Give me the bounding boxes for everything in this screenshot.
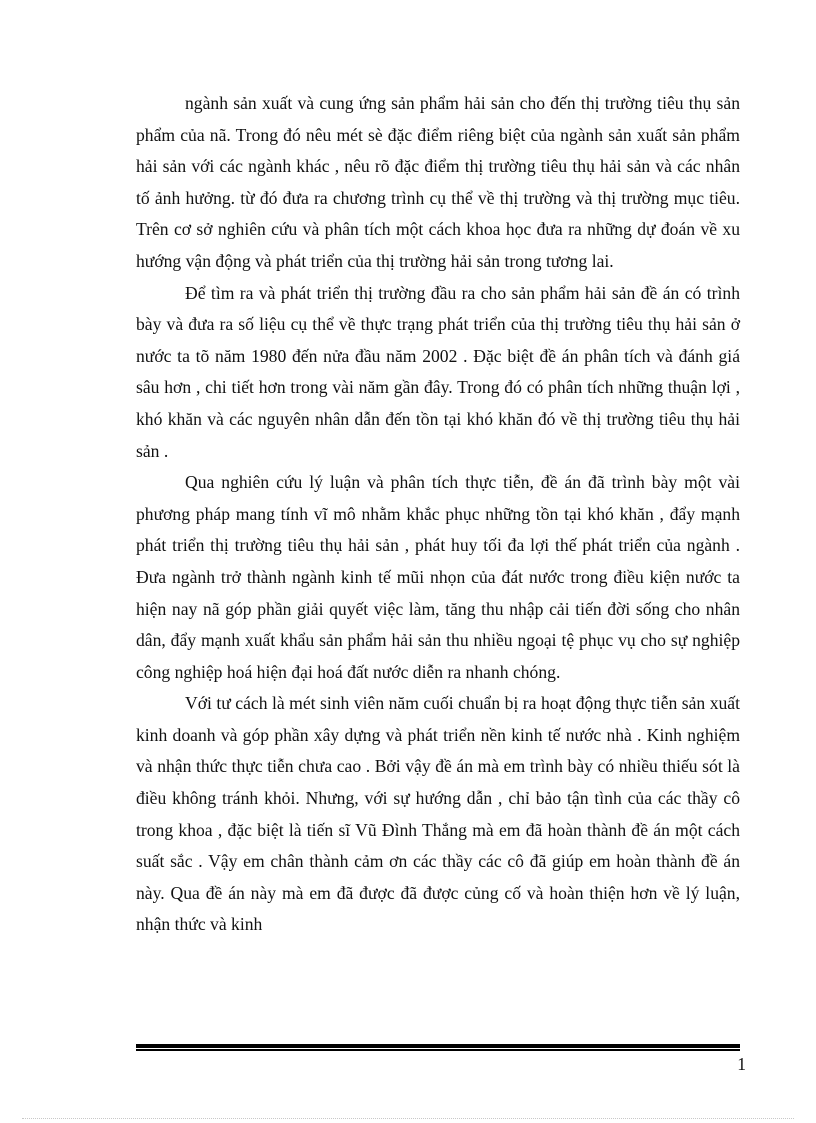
footer-rule bbox=[136, 1044, 740, 1051]
paragraph-3: Qua nghiên cứu lý luận và phân tích thực tiễn, đề án đã trình bày một vài phương pháp mang tính vĩ mô nhằm khắc phục những tồn tại khó khăn , đẩy mạnh phát triển thị trường tiêu thụ hải sản , phát huy tối đa lợi thế phát triển của ngành . Đưa ngành trở thành ngành kinh tế mũi nhọn của đát nước trong điều kiện nước ta hiện nay nã góp phần giải quyết việc làm, tăng thu nhập cải tiến đời sống cho nhân dân, đẩy mạnh xuất khẩu sản phẩm hải sản thu nhiều ngoại tệ phục vụ cho sự nghiệp công nghiệp hoá hiện đại hoá đất nước diễn ra nhanh chóng. bbox=[136, 472, 740, 682]
page-number: 1 bbox=[737, 1054, 746, 1074]
body-text bbox=[136, 88, 740, 941]
footer-rule-thin-line bbox=[136, 1049, 740, 1051]
page-bottom-edge bbox=[22, 1118, 794, 1119]
paragraph-4: Với tư cách là mét sinh viên năm cuối chuẩn bị ra hoạt động thực tiễn sản xuất kinh doanh và góp phần xây dựng và phát triển nền kinh tế nước nhà . Kinh nghiệm và nhận thức thực tiễn chưa cao . Bởi vậy đề án mà em trình bày có nhiều thiếu sót là điều không tránh khỏi. Nhưng, với sự hướng dẫn , chỉ bảo tận tình của các thầy cô trong khoa , đặc biệt là tiến sĩ Vũ Đình Thắng mà em đã hoàn thành đề án một cách suất sắc . Vậy em chân thành cảm ơn các thầy các cô đã giúp em hoàn thành đề án này. Qua đề án này mà em đã được đã được củng cố và hoàn thiện hơn về lý luận, nhận thức và kinh bbox=[136, 693, 740, 935]
paragraph-1: ngành sản xuất và cung ứng sản phẩm hải sản cho đến thị trường tiêu thụ sản phẩm của nã. Trong đó nêu mét sè đặc điểm riêng biệt của ngành sản xuất sản phẩm hải sản với các ngành khác , nêu rõ đặc điểm thị trường tiêu thụ hải sản và các nhân tố ảnh hưởng. từ đó đưa ra chương trình cụ thể về thị trường và thị trường mục tiêu. Trên cơ sở nghiên cứu và phân tích một cách khoa học đưa ra những dự đoán về xu hướng vận động và phát triển của thị trường hải sản trong tương lai. bbox=[136, 93, 740, 271]
paragraph-2: Để tìm ra và phát triển thị trường đầu ra cho sản phẩm hải sản đề án có trình bày và đưa ra số liệu cụ thể về thực trạng phát triển của thị trường tiêu thụ hải sản ở nước ta tõ năm 1980 đến nửa đầu năm 2002 . Đặc biệt đề án phân tích và đánh giá sâu hơn , chi tiết hơn trong vài năm gần đây. Trong đó có phân tích những thuận lợi , khó khăn và các nguyên nhân dẫn đến tồn tại khó khăn đó về thị trường tiêu thụ hải sản . bbox=[136, 282, 740, 461]
footer-rule-thick-line bbox=[136, 1044, 740, 1048]
